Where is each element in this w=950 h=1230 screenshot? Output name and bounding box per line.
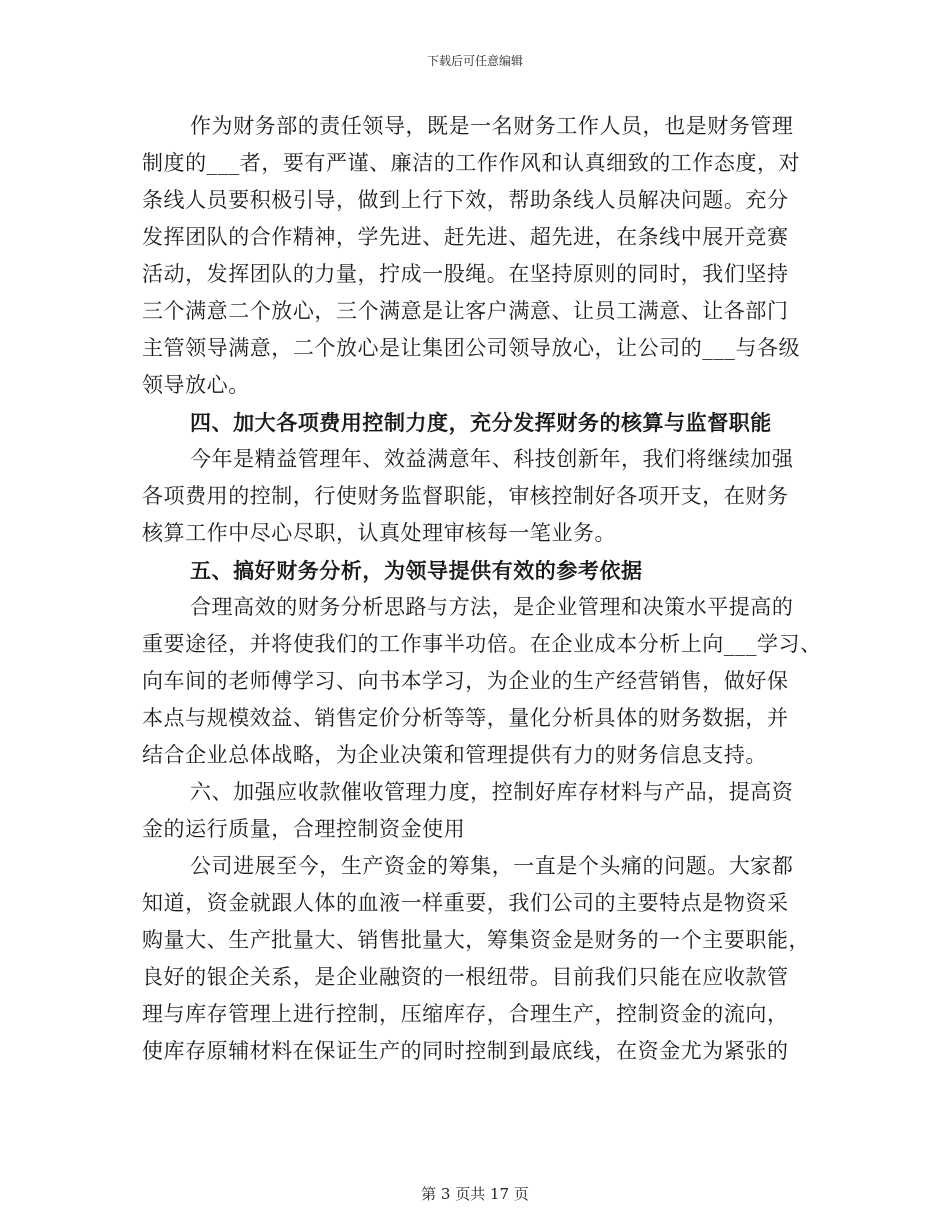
paragraph-line: 结合企业总体战略，为企业决策和管理提供有力的财务信息支持。 xyxy=(142,743,767,767)
paragraph-line: 作为财务部的责任领导，既是一名财务工作人员，也是财务管理 xyxy=(190,114,794,138)
section-heading: 四、加大各项费用控制力度，充分发挥财务的核算与监督职能 xyxy=(190,410,772,435)
paragraph-line: 主管领导满意，二个放心是让集团公司领导放心，让公司的___与各级 xyxy=(142,336,801,360)
paragraph-line: 领导放心。 xyxy=(142,373,250,397)
paragraph-line: 条线人员要积极引导，做到上行下效，帮助条线人员解决问题。充分 xyxy=(142,188,789,212)
paragraph-line: 知道，资金就跟人体的血液一样重要，我们公司的主要特点是物资采 xyxy=(142,891,789,915)
paragraph-line: 活动，发挥团队的力量，拧成一股绳。在坚持原则的同时，我们坚持 xyxy=(142,262,789,286)
section-heading: 六、加强应收款催收管理力度，控制好库存材料与产品，提高资 xyxy=(190,780,794,804)
paragraph-line: 三个满意二个放心，三个满意是让客户满意、让员工满意、让各部门 xyxy=(142,299,789,323)
paragraph-line: 核算工作中尽心尽职，认真处理审核每一笔业务。 xyxy=(142,521,617,545)
paragraph-line: 发挥团队的合作精神，学先进、赶先进、超先进，在条线中展开竞赛 xyxy=(142,225,789,249)
paragraph-line: 理与库存管理上进行控制，压缩库存，合理生产，控制资金的流向， xyxy=(142,1002,789,1026)
page-footer: 第 3 页共 17 页 xyxy=(421,1185,529,1203)
paragraph-line: 使库存原辅材料在保证生产的同时控制到最底线，在资金尤为紧张的 xyxy=(142,1039,789,1063)
paragraph-line: 各项费用的控制，行使财务监督职能，审核控制好各项开支，在财务 xyxy=(142,484,789,508)
paragraph-line: 合理高效的财务分析思路与方法，是企业管理和决策水平提高的 xyxy=(190,595,794,619)
page-header: 下载后可任意编辑 xyxy=(426,54,523,68)
document-body xyxy=(142,108,832,1070)
paragraph-line: 本点与规模效益、销售定价分析等等，量化分析具体的财务数据，并 xyxy=(142,706,789,730)
paragraph-line: 购量大、生产批量大、销售批量大，筹集资金是财务的一个主要职能， xyxy=(142,928,811,952)
paragraph-line: 向车间的老师傅学习、向书本学习，为企业的生产经营销售，做好保 xyxy=(142,669,789,693)
paragraph-line: 重要途径，并将使我们的工作事半功倍。在企业成本分析上向___学习、 xyxy=(142,632,822,656)
paragraph-line: 今年是精益管理年、效益满意年、科技创新年，我们将继续加强 xyxy=(190,447,794,471)
section-heading: 五、搞好财务分析，为领导提供有效的参考依据 xyxy=(190,558,643,583)
paragraph-line: 制度的___者，要有严谨、廉洁的工作作风和认真细致的工作态度，对 xyxy=(142,151,801,175)
paragraph-line: 良好的银企关系，是企业融资的一根纽带。目前我们只能在应收款管 xyxy=(142,965,789,989)
section-heading: 金的运行质量，合理控制资金使用 xyxy=(142,817,466,841)
paragraph-line: 公司进展至今，生产资金的筹集，一直是个头痛的问题。大家都 xyxy=(190,854,794,878)
